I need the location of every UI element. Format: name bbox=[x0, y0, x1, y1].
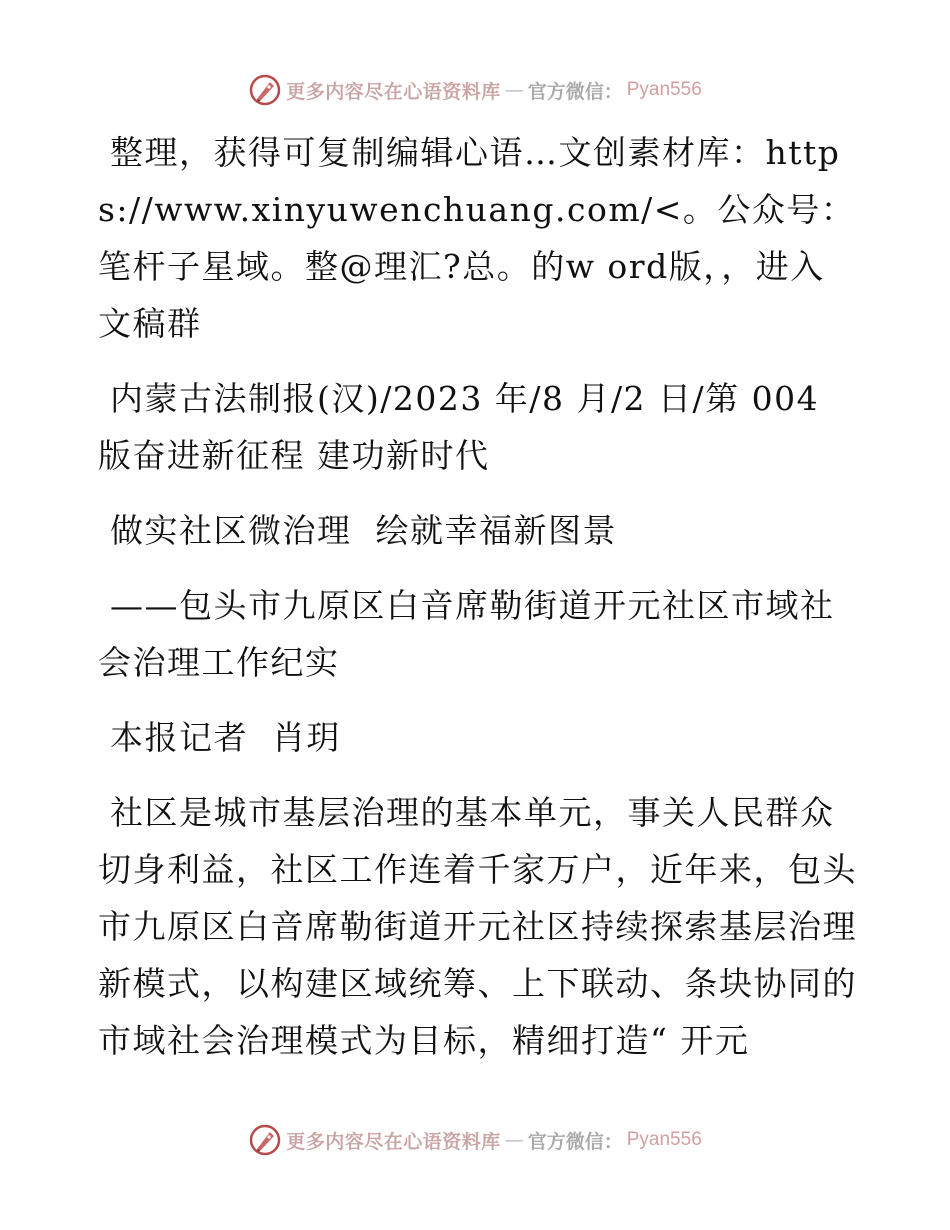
banner-separator: — bbox=[504, 1129, 524, 1151]
pen-nib-logo-icon bbox=[248, 73, 282, 107]
footer-banner bbox=[0, 1120, 950, 1160]
article-title: 做实社区微治理 绘就幸福新图景 bbox=[98, 511, 617, 550]
intro-paragraph: 整理，获得可复制编辑心语…文创素材库：https://www.xinyuwenchuang.com/<。公众号：笔杆子星域。整@理汇?总。的w ord版，，进入文稿群 bbox=[98, 133, 856, 343]
body-paragraph: 社区是城市基层治理的基本单元，事关人民群众切身利益，社区工作连着千家万户，近年来，包头市九原区白音席勒街道开元社区持续探索基层治理新模式，以构建区域统筹、上下联动、条块协同的市域社会治理模式为目标，精细打造“ 开元 bbox=[98, 793, 857, 1060]
banner-text: 更多内容尽在心语资料库 bbox=[286, 1130, 501, 1153]
banner-text: 更多内容尽在心语资料库 bbox=[286, 80, 501, 103]
banner-wechat-label: 官方微信： bbox=[527, 1130, 623, 1153]
banner-wechat-id: Pyan556 bbox=[626, 79, 702, 100]
source-line: 内蒙古法制报(汉)/2023 年/8 月/2 日/第 004 版奋进新征程 建功新时代 bbox=[98, 379, 832, 475]
header-banner bbox=[0, 70, 950, 110]
reporter-name: 玥 bbox=[306, 718, 341, 757]
banner-wechat-label: 官方微信： bbox=[527, 80, 623, 103]
pen-nib-logo-icon bbox=[248, 1123, 282, 1157]
banner-separator: — bbox=[504, 79, 524, 101]
reporter-line bbox=[98, 709, 858, 766]
reporter-label: 本报记者 肖 bbox=[98, 718, 307, 757]
banner-wechat-id: Pyan556 bbox=[626, 1129, 702, 1150]
document-body bbox=[98, 124, 858, 1069]
article-subtitle: ——包头市九原区白音席勒街道开元社区市域社会治理工作纪实 bbox=[98, 586, 835, 682]
